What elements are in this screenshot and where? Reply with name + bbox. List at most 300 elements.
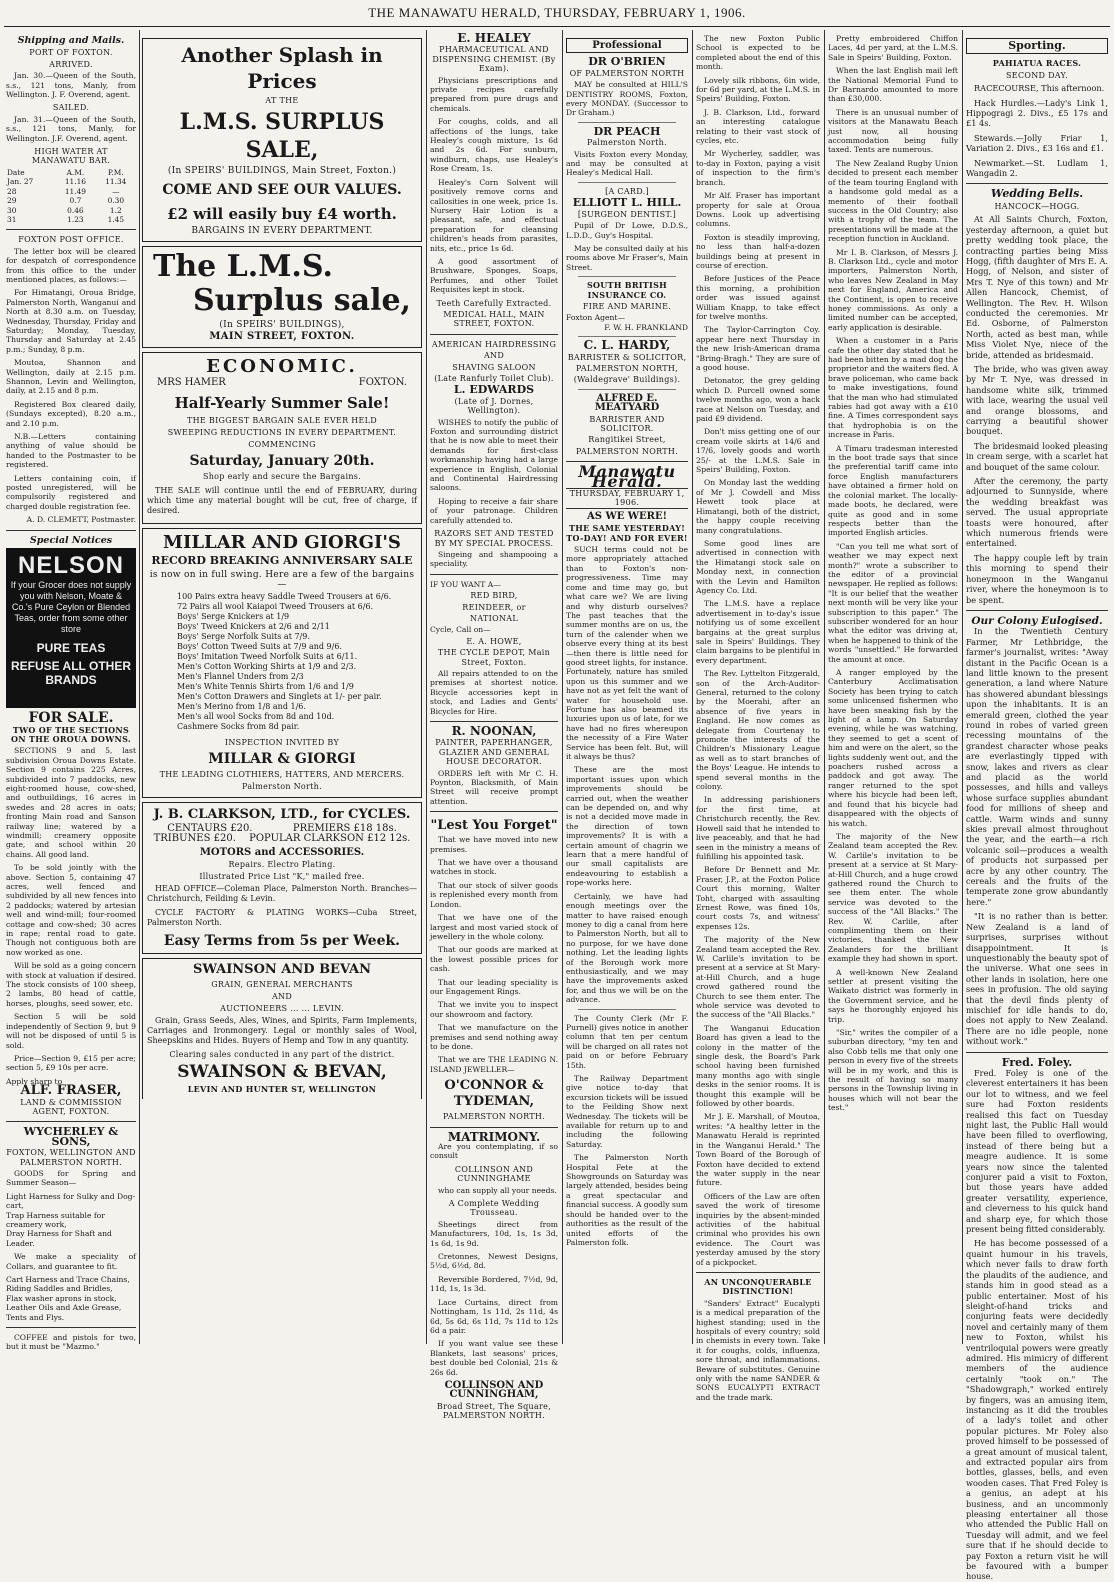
sb-text: Grain, Grass Seeds, Ales, Wines, and Spirits, Farm Implements, Carriages and Ironmongery. Legal or monthly sales of Wool, Sheepskins and Hides. Buyers of Hemp and Tow in any quantity. [147, 1016, 417, 1045]
howe-name: E. A. HOWE, [466, 636, 522, 646]
fraser-name: ALF. FRASER, [20, 1083, 122, 1099]
table-cell: 0.7 [69, 196, 82, 206]
howe-want: IF YOU WANT A— [430, 579, 501, 589]
lms-location: (In SPEIRS' BUILDINGS, Main Street, Foxton.) [167, 166, 397, 176]
hardy-building: (Waldegrave' Buildings). [573, 375, 681, 385]
news-item: A well-known New Zealand settler at present visiting the Waikato district was formerly in the Government service, and he says he thoroughly enjoyed his trip. [828, 967, 958, 1024]
oconnor-town: PALMERSTON NORTH. [442, 1112, 546, 1122]
divider [578, 182, 676, 183]
table-header: Date [7, 167, 25, 177]
lms-bargains: BARGAINS IN EVERY DEPARTMENT. [191, 226, 373, 236]
healey-text: Healey's Corn Solvent will positively remove corns and callosities in one week, price 1s. Nursery Hair Lotion is a pleasant, safe, and effectual preparation for cleansing children's heads from parasites, nits, etc., price 1s 6d. [430, 177, 558, 253]
peach-text: Visits Foxton every Monday, and may be consulted at Healey's Medical Hall. [566, 149, 688, 178]
professional-heading: Professional [566, 38, 688, 53]
news-item: In addressing parishioners for the first time, at Christchurch recently, the Rev. Howell said that he intended to live peaceably, and that he had seen in the ministry a means of fulfilling his appointed task. [696, 795, 820, 861]
table-cell: 31 [7, 214, 17, 224]
column-divider [139, 30, 140, 1344]
news-item: J. B. Clarkson, Ltd., forward an interesting catalogue relating to their vast stock of cycles, etc. [696, 107, 820, 146]
list-item: Boys' Tweed Knickers at 2/6 and 2/11 [177, 622, 330, 631]
news-item: Mr I. B. Clarkson, of Messrs J. B. Clarkson Ltd., cycle and motor importers, Palmerston North, who leaves New Zealand in May next for England, America and the Continent, is open to receive honey commissions. As only a limited number can be accepted, early application is desirable. [828, 247, 958, 332]
lest-you-forget-title: "Lest You Forget" [430, 818, 558, 834]
post-text: For Himatangi, Oroua Bridge, Palmerston North, Wanganui and North at 8.30 a.m. on Tuesday, Wednesday, Thursday, Friday and Saturday; Monday, Tuesday, Thursday and Saturday at 2.45 p.m.; Sunday, 8 p.m. [6, 288, 136, 354]
list-item: 72 Pairs all wool Kaiapoi Tweed Trousers at 6/6. [177, 602, 374, 611]
colony-heading: Our Colony Eulogised. [971, 614, 1103, 627]
colony-text: In the Twentieth Century Farmer, Mr Lethbridge, the farmer's journalist, writes: "Away distant in the Pacific Ocean is a land little known to the present generation, a land where Nature has showered abundant blessings upon the inhabitants. It is an emerald green, clothed the year round in robes of varied green recessing mountains of the grandest character whose peaks are everlastingly tipped with snow, lakes and rivers as clear and placid as the world possesses, and hills and valleys whose surface supplies abundant food for millions of sheep and cattle. Warm winds and sunny skies prevail almost throughout the year, and the earth—a rich volcanic soil—produces a wealth of products not surpassed per acre by any other country. The cereals and the fruits of the temperate zone grow abundantly here." [966, 626, 1108, 907]
column-divider [562, 30, 563, 1344]
mg-title: MILLAR AND GIORGI'S [163, 532, 401, 553]
news-item: A ranger employed by the Canterbury Acclimatisation Society has been trying to catch some unlicensed fishermen who have been sneaking fish by the light of a lamp. On Saturday evening, while he was watching, they seemed to get a scent of him and were on the alert, so the lights suddenly went out, and the poachers rushed across a paddock and got away. The ranger returned to the spot where his bicycle had been left, and found that his bicycle had disappeared with the objects of his watch. [828, 668, 958, 828]
divider [578, 122, 676, 123]
hardy-sub: BARRISTER & SOLICITOR, [567, 352, 687, 362]
healey-text: A good assortment of Brushware, Sponges, Soaps, Perfumes, and other Toilet Requisites kept in stock. [430, 256, 558, 295]
lms-advert-2 [142, 246, 422, 348]
jb-cycle-factory: CYCLE FACTORY & PLATING WORKS—Cuba Street, Palmerston North. [147, 908, 417, 927]
edwards-name: L. EDWARDS [453, 383, 535, 397]
shipping-heading: Shipping and Mails. [17, 35, 125, 46]
column-divider [962, 30, 963, 1344]
jb-terms: Easy Terms from 5s per Week. [163, 933, 401, 949]
sb-and: AND [271, 992, 293, 1001]
wycherley-name: WYCHERLEY & SONS, [23, 1125, 119, 1148]
sb-title: SWAINSON AND BEVAN [192, 962, 372, 977]
news-item: Don't miss getting one of our cream voile skirts at 14/6 and 17/6, lovely goods and worth 25/- at the L.M.S. Sale in Speirs' Building, Foxton. [696, 427, 820, 475]
news-item: The Wanganui Education Board has given a lead to the colony in the matter of the single desk, the Board's Park school having been furnished many months ago with single desks in the senior rooms. It is thought this example will be followed by other boards. [696, 1023, 820, 1109]
mg-invite: INSPECTION INVITED BY [224, 738, 340, 747]
news-item: There is an unusual number of visitors at the Manawatu Beach just now, all housing accommodation being fully taxed. Tents are numerous. [828, 107, 958, 155]
news-item: The Rev. Lyttelton Fitzgerald, son of the Arch-Auditor-General, returned to the colony by the Moerahi, after an absence of five years in England. He now comes as delegate from Courtenay to promote the interests of the Children's Missionary League as well as to start branches of the Boys' League. He intends to spend several months in the colony. [696, 669, 820, 792]
list-item: Riding Saddles and Bridles, [6, 1284, 113, 1294]
list-item: That we manufacture on the premises and send nothing away to be done. [430, 1023, 558, 1051]
divider [6, 530, 136, 531]
news-item: "Sir," writes the compiler of a suburban directory, "my ten and also Cobb tells me that only one person in every five of the streets will be in my work, and this is the result of having so many persons in the Township living in houses which will not bear the test." [828, 1028, 958, 1113]
lms2-location: (In SPEIRS' BUILDINGS), [219, 320, 345, 330]
for-sale-subheading: TWO OF THE SECTIONS ON THE OROUA DOWNS. [11, 724, 131, 744]
table-cell: 11.34 [105, 177, 127, 187]
news-item: "Can you tell me what sort of weather we may expect next month?" wrote a subscriber to the editor of a provincial newspaper. He replied as follows: "It is our belief that the weather next month will be very like your subscription to this paper." The subscriber wondered for an hour what the editor was driving at, when he happened to think of the words "unsettled." He forwarded the amount at once. [828, 541, 958, 664]
news-item: A Timaru tradesman interested in the boot trade says that since the preferential tariff came into force English manufacturers have obtained a firmer hold on the colonial market. The locally-made boots, he declared, were quite as good and in some respects better than the imported English articles. [828, 443, 958, 538]
table-cell: 1.2 [109, 205, 122, 215]
edwards-singeing: Singeing and shampooing a speciality. [430, 549, 558, 569]
for-sale-text: Will be sold as a going concern with stock at valuation if desired. The stock consists of 100 sheep, 2 lambs, 80 head of cattle, horses, ploughs, seed sower, etc. [6, 961, 136, 1008]
news-item: The L.M.S. have a replace advertisement in to-day's issue notifying us of some excellent bargains at the great surplus sale in Speirs' Buildings. They claim bargains to be plentiful in every department. [696, 599, 820, 665]
list-item: 100 Pairs extra heavy Saddle Tweed Trousers at 6/6. [177, 592, 392, 601]
table-row [6, 215, 136, 224]
mg-subtitle: RECORD BREAKING ANNIVERSARY SALE [151, 554, 413, 567]
hill-text: May be consulted daily at his rooms above Mr Fraser's, Main Street. [566, 243, 688, 272]
economic-line [147, 378, 417, 388]
edwards-text: Hoping to receive a fair share of your patronage. Children carefully attended to. [430, 496, 558, 525]
meatyard-town: PALMERSTON NORTH. [575, 446, 679, 456]
lms-worth: £2 will easily buy £4 worth. [167, 205, 397, 223]
table-row [6, 206, 136, 215]
list-item: Boys' Serge Knickers at 1/9 [177, 612, 290, 621]
herald-nameplate: Manawatu Herald. [578, 462, 676, 491]
list-item: Leather Oils and Axle Grease, [6, 1303, 122, 1313]
jb-head-office: HEAD OFFICE—Coleman Place, Palmerston North. Branches—Christchurch, Feilding & Levin. [147, 884, 417, 903]
collinson-address: Broad Street, The Square, PALMERSTON NORTH. [436, 1401, 552, 1421]
column-1 [6, 34, 136, 1352]
list-item: Men's Cotton Working Shirts at 1/9 and 2/3. [177, 662, 357, 671]
table-header: P.M. [107, 167, 124, 177]
list-item: Sheetings direct from Manufacturers, 10d, 1s, 1s 3d, 1s 6d, 1s 9d. [430, 1219, 558, 1248]
table-cell: 30 [7, 205, 17, 215]
howe-cycle: Cycle, Call on— [430, 625, 491, 635]
table-cell: 29 [7, 196, 17, 206]
sb-clearing: Clearing sales conducted in any part of the district. [169, 1050, 395, 1059]
collinson-name: COLLINSON AND CUNNINGHAM, [444, 1379, 544, 1401]
divider [578, 276, 676, 277]
edwards-late: (Late Ranfurly Toilet Club). [434, 374, 554, 383]
healey-sub: PHARMACEUTICAL AND DISPENSING CHEMIST. (By Exam). [432, 45, 556, 74]
races-text: RACECOURSE, This afternoon. [974, 83, 1105, 94]
column-divider [824, 30, 825, 1344]
economic-town: FOXTON. [358, 377, 407, 388]
economic-shop: Shop early and secure the Bargains. [202, 472, 362, 481]
lms2-sale: Surplus sale, [192, 283, 411, 318]
column-4 [566, 34, 688, 1342]
obrien-town: OF PALMERSTON NORTH [569, 68, 685, 78]
wycherley-text: We make a speciality of Collars, and guarantee to fit. [6, 1252, 136, 1271]
news-item: The majority of the New Zealand team accepted the Rev. W. Carlile's invitation to be present at a service at St Mary-at-Hill Church, and a huge crowd gathered round the Church to see them enter. The whole service was devoted to the success of the "All Blacks." [696, 935, 820, 1020]
economic-title: ECONOMIC. [206, 356, 358, 377]
wedding-heading: Wedding Bells. [990, 187, 1084, 201]
table-cell: Jan. 27 [7, 177, 34, 187]
wedding-text: At All Saints Church, Foxton, yesterday afternoon, a quiet but pretty wedding took place, the contracting parties being Miss Hogg, (fifth daughter of Mrs E. A. Hogg, of Nelson, and sister of Mrs T. Nye of this town) and Mr Allen Hancock, Chemist, of Wellington. The Rev. H. Wilson conducted the ceremonies. Mr Ed. Osborne, of Palmerston North, acted as best man, while Miss Violet Nye, niece of the bride, attended as bridesmaid. [966, 214, 1108, 360]
edwards-late2: (Late of J. Dornes, Wellington). [454, 396, 534, 416]
hill-name: ELLIOTT L. HILL. [572, 196, 682, 210]
divider [578, 336, 676, 337]
wedding-text: The bridesmaid looked pleasing in cream serge, with a scarlet hat and bouquet of the same colour. [966, 440, 1108, 472]
table-cell: 28 [7, 186, 17, 196]
news-item: Mr Alf. Fraser has important property for sale at Oroua Downs. Look up advertising columns. [696, 191, 820, 229]
table-row [6, 187, 136, 196]
column-6 [828, 34, 958, 1342]
apply-label: Apply sharp to [6, 1076, 63, 1086]
noonan-sub: PAINTER, PAPERHANGER, GLAZIER AND GENERAL HOUSE DECORATOR. [435, 738, 553, 767]
oconnor-name: O'CONNOR & TYDEMAN, [444, 1078, 544, 1110]
high-water-table [6, 168, 136, 224]
for-sale-text: SECTIONS 9 and 5, last subdivision Oroua Downs Estate. Section 9 contains 225 Acres, subdivided into 7 paddocks, new eight-roomed house, cow-shed, and outbuildings, 16 acres in swedes and 28 acres in oats; fronting Main road and Sanson railway line; watered by a windmill; creamery opposite gate, and school within 20 chains. All good land. [6, 746, 136, 859]
healey-text: For coughs, colds, and all affections of the lungs, take Healey's cough mixture, 1s 6d and 2s 6d. For sunburn, windburn, chaps, use Healey's Rose Cream, 1s. [430, 117, 558, 174]
divider [430, 1127, 558, 1128]
divider [430, 721, 558, 722]
nelson-brand: NELSON [17, 552, 124, 580]
column-divider [692, 30, 693, 1344]
news-item: On Monday last the wedding of Mr J. Cowdell and Miss Hewett took place at Himatangi, both of the district, the happy couple receiving many congratulations. [696, 478, 820, 535]
list-item: Reversible Bordered, 7½d, 9d, 11d, 1s, 1s 3d. [430, 1274, 558, 1294]
races-day: SECOND DAY. [1006, 70, 1068, 80]
lms-sale-title: L.M.S. SURPLUS SALE, [179, 109, 385, 163]
news-item: The Taylor-Carrington Coy. appear here next Thursday in the new Irish-American drama "Bring-Bragh." They are sure of a good house. [696, 325, 820, 372]
matrimony-firm: COLLINSON AND CUNNINGHAME [454, 1164, 534, 1184]
mg-now: is now on in full swing. Here are a few of the bargains— [149, 570, 415, 590]
matrimony-title: MATRIMONY. [447, 1129, 541, 1144]
wycherley-text: GOODS for Spring and Summer Season— [6, 1168, 136, 1188]
wycherley-sub: FOXTON, WELLINGTON AND PALMERSTON NORTH. [6, 1148, 136, 1167]
matrimony-text: who can supply all your needs. [438, 1185, 557, 1195]
sb-grain: GRAIN, GENERAL MERCHANTS [211, 980, 353, 989]
matrimony-trousseau: A Complete Wedding Trousseau. [448, 1199, 540, 1218]
for-sale-heading: FOR SALE. [28, 710, 114, 727]
sbi-agent-label: Foxton Agent— [566, 313, 626, 323]
foley-heading: Fred. Foley. [1001, 1055, 1073, 1069]
edwards-text: WISHES to notify the public of Foxton and surrounding district that he is now able to meet their demands for first-class workmanship having had a large experience in English, Colonial and Continental Hairdressing saloons. [430, 417, 558, 493]
article-subtitle: THE SAME YESTERDAY! TO-DAY! AND FOR EVER! [566, 523, 688, 543]
list-item: Lace Curtains, direct from Nottingham, 1s 11d, 2s 11d, 4s 6d, 5s 6d, 6s 11d, 7s 11d to 12s 6d a pair. [430, 1297, 558, 1335]
mg-bargain-list [147, 592, 417, 732]
hill-text: Pupil of Dr Lowe, D.D.S., L.D.D., Guy's Hospital. [566, 221, 688, 240]
divider [6, 1121, 136, 1122]
list-item: REINDEER, or [462, 602, 526, 612]
jb-title: J. B. CLARKSON, LTD., for CYCLES. [153, 807, 411, 822]
mg-tag: THE LEADING CLOTHIERS, HATTERS, AND MERCERS. [159, 770, 405, 779]
edwards-razors: RAZORS SET AND TESTED BY MY SPECIAL PROCESS. [434, 529, 554, 548]
divider [966, 1052, 1108, 1053]
news-item: The majority of the New Zealand team accepted the Rev. W. Carlile's invitation to be present at a service at St Mary-at-Hill Church, and a huge crowd gathered round the Church to see them enter. The whole service was devoted to the success of the "All Blacks." The Rev. W. Carlile, after complimenting them on their victories, thanked the New Zealanders for the brilliant example they had shown in sport. [828, 831, 958, 964]
divider [696, 1272, 820, 1273]
lms2-the: The L.M.S. [153, 249, 333, 284]
eucalypti-text: "Sanders' Extract" Eucalypti is a medical preparation of the highest standing; used in the hospitals of every country; sold in chemists in every town. Take it for coughs, colds, influenza, sore throat, and inflammations. Beware of substitutes. Genuine only with the name SANDER & SONS EUCALYPTI EXTRACT and the trade mark. [696, 1298, 820, 1402]
jb-repairs: Repairs. Electro Plating. [228, 860, 336, 869]
list-item: Tents and Flys. [6, 1312, 65, 1322]
healey-hall: MEDICAL HALL, MAIN STREET, FOXTON. [443, 309, 545, 329]
list-item: NATIONAL [470, 613, 518, 623]
sporting-heading: Sporting. [966, 38, 1108, 54]
sailed-label: SAILED. [52, 103, 90, 113]
divider [966, 610, 1108, 611]
herald-date: THURSDAY, FEBRUARY 1, 1906. [566, 488, 688, 509]
divider [430, 811, 558, 812]
economic-advert [142, 352, 422, 524]
jb-row [147, 834, 417, 844]
nelson-tea-advert [6, 548, 136, 708]
list-item: Men's Cotton Drawers and Singlets at 1/- per pair. [177, 692, 382, 701]
wedding-text: The bride, who was given away by Mr T. Nye, was dressed in handsome white silk, trimmed with lace, wearing the usual veil and orange blossoms, and carrying a beautiful shower bouquet. [966, 363, 1108, 437]
jb-price-list: Illustrated Price List "K," mailed free. [199, 872, 365, 881]
clarkson-advert [142, 802, 422, 954]
list-item: Boys' Cotton Tweed Suits at 7/9 and 9/6. [177, 642, 342, 651]
table-cell: 11.16 [64, 177, 86, 187]
foley-text: Fred. Foley is one of the cleverest entertainers it has been our lot to witness, and we feel sure had Foxton residents realised this fact on Tuesday night last, the Public Hall would have been filled to overflowing, instead of there being but a meagre audience. It is some years now since the talented conjurer paid a visit to Foxton, but those years have added greater versatility, experience, and cleverness to his quick hand and sharp eye, for which those present being fitted considerably. [966, 1067, 1108, 1235]
noonan-title: R. NOONAN, [451, 724, 537, 738]
healey-text: Physicians prescriptions and private recipes carefully prepared from pure drugs and chemicals. [430, 75, 558, 113]
arrived-text: Jan. 30.—Queen of the South, s.s., 121 tons, Manly, from Wellington. J. F. Overend, agent. [6, 71, 136, 100]
colony-text: "It is no rather than is better. New Zealand is a land of surprises, surprises without disappointment. It is unquestionably the beauty spot of the universe. What one sees in other lands in isolation, here one sees in profusion. The old saying that the devil finds plenty of mischief for idle hands to do, does not apply to New Zealand. There are no idle people, none without work." [966, 911, 1108, 1047]
peach-town: Palmerston North. [587, 138, 667, 148]
economic-owner: MRS HAMER [157, 377, 226, 388]
meatyard-name: ALFRED E. MEATYARD [594, 392, 660, 414]
news-item: Before Justices of the Peace this morning, a prohibition order was issued against William Knapp, to take effect for twelve months. [696, 274, 820, 321]
jb-tribunes: TRIBUNES £20. [153, 833, 236, 844]
mg-name: MILLAR & GIORGI [208, 751, 356, 767]
post-text: N.B.—Letters containing anything of value should be handed to the Postmaster to be registered. [6, 432, 136, 470]
sailed-text: Jan. 31.—Queen of the South, s.s., 121 tons, Manly, for Wellington. J.F. Overend, agent. [6, 114, 136, 143]
table-cell: 1.23 [67, 214, 84, 224]
races-text: Stewards.—Jolly Friar 1, Variation 2. Divs., £3 16s and £1. [966, 132, 1108, 154]
list-item: That our stock of silver goods is replenished every month from London. [430, 880, 558, 909]
table-header: A.M. [66, 167, 85, 177]
list-item: If you want value see these Blankets, last seasons' prices, best double bed Colonial, 21s & 26s 6d. [430, 1339, 558, 1377]
obrien-name: DR O'BRIEN [588, 55, 666, 69]
post-text: Letters containing coin, if posted unregistered, will be compulsorily registered and charged double registration fee. [6, 473, 136, 511]
hardy-name: C. L. HARDY, [583, 338, 671, 353]
races-title: PAHIATUA RACES. [992, 58, 1082, 69]
list-item: That we invite you to inspect our showroom and factory. [430, 1000, 558, 1019]
list-item: That our goods are marked at the lowest possible prices for cash. [430, 945, 558, 974]
economic-commencing: COMMENCING [248, 440, 316, 449]
list-item: Men's all wool Socks from 8d and 10d. [177, 712, 335, 721]
economic-date: Saturday, January 20th. [189, 453, 375, 469]
table-row [6, 177, 136, 186]
howe-text: All repairs attended to on the premises at shortest notice. Bicycle accessories kept in stock, and Ladies and Gents' Bicycles for Hire. [430, 668, 558, 716]
healey-title: E. HEALEY [457, 31, 531, 45]
edwards-title: AMERICAN HAIRDRESSING [431, 339, 557, 349]
list-item: Trap Harness suitable for creamery work, [6, 1210, 105, 1229]
hardy-town: PALMERSTON NORTH, [575, 363, 679, 373]
table-cell: — [112, 186, 120, 196]
meatyard-building: Rangitikei Street, [588, 435, 666, 445]
sb-big-name: SWAINSON & BEVAN, [177, 1062, 387, 1082]
list-item: Dray Harness for Shaft and Leader. [6, 1229, 112, 1248]
sbi-agent-name: F. W. H. FRANKLAND [604, 322, 688, 332]
table-cell: 1.45 [107, 214, 125, 224]
matrimony-text: Are you contemplating, if so consult [430, 1142, 558, 1161]
masthead-rule [4, 26, 1110, 27]
list-item: That we have one of the largest and most varied stock of jewellery in the whole colony. [430, 913, 558, 941]
list-item: Boys' Serge Norfolk Suits at 7/9. [177, 632, 310, 641]
noonan-text: ORDERS left with Mr C. H. Poynton, Blacksmith, of Main Street will receive prompt attention. [430, 768, 558, 806]
list-item: That we have moved into new premises. [430, 835, 558, 854]
news-item: Mr Wycherley, saddler, was to-day in Foxton, paying a visit of inspection to the firm's branch. [696, 149, 820, 187]
column-2 [142, 34, 422, 1342]
news-item: Foxton is steadily improving, no less than half-a-dozen buildings being at present in course of erection. [696, 232, 820, 270]
list-item: Men's Flannel Unders from 2/3 [177, 672, 304, 681]
lms-at: AT THE [265, 96, 299, 105]
economic-sweeping: SWEEPING REDUCTIONS IN EVERY DEPARTMENT. [167, 428, 397, 437]
list-item: Flax washer aprons in stock, [6, 1293, 117, 1303]
table-cell: 11.49 [64, 186, 86, 196]
sb-auctioneers: AUCTIONEERS ... ... LEVIN. [220, 1004, 344, 1013]
news-item: The Railway Department give notice to-day that excursion tickets will be issued to the Feilding Show next Wednesday. The tickets will be available for return up to and including the following Saturday. [566, 1074, 688, 1149]
list-item: Cretonnes, Newest Designs, 5½d, 6½d, 8d. [430, 1252, 558, 1271]
sb-address: LEVIN AND HUNTER ST, WELLINGTON [187, 1084, 377, 1094]
for-sale-text: Section 5 will be sold independently of Section 9, but 9 will not be disposed of until 5 is sold. [6, 1012, 136, 1050]
column-3 [430, 31, 558, 1421]
jb-popular: POPULAR CLARKSON £12 12s. [249, 833, 411, 844]
economic-continue: THE SALE will continue until the end of FEBRUARY, during which time any material bought will be cut, free of charge, if desired. [147, 486, 417, 515]
lms-headline: Another Splash in Prices [181, 43, 383, 93]
column-5 [696, 34, 820, 1402]
port-heading: PORT OF FOXTON. [29, 48, 113, 58]
news-item: Detonator, the grey gelding which D. Purcell owned some twelve months ago, won a hack race at Nelson on Tuesday, and paid £9 dividend. [696, 376, 820, 424]
news-item: When the last English mail left the National Memorial Fund to Dr Barnardo amounted to more than £30,000. [828, 66, 958, 104]
divider [578, 1009, 676, 1010]
list-item: That our leading speciality is our Engagement Rings. [430, 977, 558, 996]
news-item: Lovely silk ribbons, 6in wide, for 6d per yard, at the L.M.S. in Speirs' Building, Foxton. [696, 75, 820, 104]
fraser-sub: LAND & COMMISSION AGENT, FOXTON. [20, 1097, 122, 1116]
lms2-street: MAIN STREET, FOXTON. [209, 331, 355, 342]
lms-advert [142, 38, 422, 242]
news-item: When a customer in a Paris cafe the other day stated that he had been bitten by a mad dog the proprietor and the waiters fled. A brave policeman, who came back to make investigations, found that the man who had stimulated rabies had got away with a £10 fine. A Times correspondent says that hydrophobia is on the increase in Paris. [828, 336, 958, 440]
wedding-text: The happy couple left by train this morning to spend their honeymoon in the Wanganui river, where the honeymoon is to be spent. [966, 552, 1108, 605]
list-item: Cashmere Socks from 8d pair. [177, 722, 300, 731]
list-item: RED BIRD, [470, 591, 518, 601]
millar-giorgi-advert [142, 528, 422, 798]
list-item: Men's Merino from 1/8 and 1/6. [177, 702, 306, 711]
races-text: Newmarket.—St. Ludlam 1, Wangadin 2. [966, 157, 1108, 179]
hill-card: [A CARD.] [605, 186, 649, 196]
masthead: THE MANAWATU HERALD, THURSDAY, FEBRUARY 1, 1906. [368, 5, 746, 20]
wedding-text: After the ceremony, the party adjourned to Sunnyside, where the wedding breakfast was served. The usual appropriate toasts were honoured, after which numerous friends were entertained. [966, 476, 1108, 549]
mg-town: Palmerston North. [242, 782, 322, 791]
article-title: AS WE WERE! [587, 510, 667, 522]
postmaster-signature: A. D. CLEMETT, Postmaster. [26, 515, 136, 525]
divider [578, 389, 676, 390]
races-text: Hack Hurdles.—Lady's Link 1, Hippogragi 2. Divs., £5 17s and £1 4s. [966, 97, 1108, 129]
news-item: Officers of the Law are often saved the work of tiresome inquiries by the absent-minded activities of the habitual criminal who provides his own evidence. The Court was yesterday amused by the story of a pickpocket. [696, 1191, 820, 1267]
sbi-title: SOUTH BRITISH INSURANCE CO. [586, 280, 668, 300]
post-text: Registered Box cleared daily, (Sundays excepted), 8.20 a.m., and 2.10 p.m. [6, 399, 136, 428]
for-sale-text: To be sold jointly with the above. Section 5, containing 47 acres, well fenced and subdivided by all new fences into 2 paddocks; watered by artesian well and wind-mill; four-roomed cottage and cow-shed; 30 acres in rape; rental road to gate. Though not contiguous both are now worked as one. [6, 863, 136, 957]
nelson-text: If your Grocer does not supply you with Nelson, Moate & Co.'s Pure Ceylon or Blended Teas, order from some other store [10, 580, 132, 635]
article-text: Certainly, we have had enough meetings over the matter to have raised enough money to dig a canal from here to Palmerston North, but all to no purpose, for we have done nothing. Let the leading lights of the Borough work more enthusiastically, and we may have the improvements asked for, and thus we will be on the advance. [566, 891, 688, 1005]
article-text: SUCH terms could not be more appropriately attached than to Foxton's non-progressiveness. Time may come and time may go, but what care we? We are living and why disturb ourselves? The past teaches that the summer months are on us, the turn of the calender when we observe every thing at its best—then there is little need for good street lights, for instance. Fortunately, nature has smiled upon us this summer and we have not as yet felt the want of water for household use. Fortune has also beamed its luxuries upon us of late, for we have had no fires whereupon the necessity of a Fire Water Service has been felt. But, will it always be thus? [566, 545, 688, 761]
meatyard-sub: BARRISTER AND SOLICITOR. [589, 414, 665, 433]
swainson-bevan-advert [142, 958, 422, 1099]
wedding-sub: HANCOCK—HOGG. [994, 201, 1080, 211]
jb-premiers: PREMIERS £18 18s. [292, 823, 397, 834]
arrived-label: ARRIVED. [49, 59, 93, 69]
list-item: That we are THE LEADING N. ISLAND JEWELLER— [430, 1055, 558, 1074]
news-item: Before Dr Bennett and Mr. Fraser, J.P., at the Foxton Police Court this morning, Walter Toht, charged with assaulting Ernest Rowe, was fined 10s, court costs 7s, and witness' expenses 12s. [696, 865, 820, 931]
high-water-heading: HIGH WATER AT MANAWATU BAR. [31, 147, 111, 166]
jb-motors: MOTORS and ACCESSORIES. [199, 847, 365, 858]
news-item: The Palmerston North Hospital Fete at the Showgrounds on Saturday was largely attended, besides being a great spectacular and financial success. A goodly sum should be handed over to the authorities as the result of the united efforts of the Palmerston folk. [566, 1153, 688, 1247]
jb-centaurs: CENTAURS £20. [167, 823, 253, 834]
post-text: The letter box will be cleared for despatch of correspondence from this office to the under mentioned places, as follows:— [6, 246, 136, 284]
obrien-text: MAY be consulted at HILL'S DENTISTRY ROOMS, Foxton, every MONDAY. (Successor to Dr Graham.) [566, 80, 688, 118]
howe-depot: THE CYCLE DEPOT, Main Street, Foxton. [437, 648, 551, 667]
list-item: Light Harness for Sulky and Dog-cart, [6, 1191, 136, 1211]
divider [6, 1327, 136, 1328]
nelson-refuse: REFUSE ALL OTHER BRANDS [10, 659, 131, 688]
column-7 [966, 34, 1108, 1582]
table-row [6, 196, 136, 205]
table-cell: 0.30 [107, 196, 125, 206]
table-cell: 0.46 [67, 205, 84, 215]
list-item: Boys' Imitation Tweed Norfolk Suits at 6/11. [177, 652, 358, 661]
eucalypti-title: AN UNCONQUERABLE DISTINCTION! [704, 1276, 812, 1297]
special-notices-heading: Special Notices [29, 534, 113, 546]
divider [430, 334, 558, 335]
news-item: Some good lines are advertised in connection with the Himatangi stock sale on Monday next, in connection with the Levin and Hamilton Agency Co. Ltd. [696, 538, 820, 595]
nelson-pure: PURE TEAS [36, 641, 106, 656]
sbi-sub: FIRE AND MARINE. [582, 301, 672, 311]
article-text: These are the most important issues upon which improvements should be carried out, when the weather can be depended on, and why is not a decided move made in the direction of town improvements? It is with a certain amount of chagrin we learn that a mere handful of our small capitalists are endeavouring to establish a rope-works here. [566, 765, 688, 888]
lms-come: COME AND SEE OUR VALUES. [162, 182, 402, 198]
edwards-and: AND [483, 351, 505, 361]
news-item: The new Foxton Public School is expected to be completed about the end of this month. [696, 34, 820, 72]
economic-biggest: THE BIGGEST BARGAIN SALE EVER HELD [187, 416, 377, 425]
divider [6, 229, 136, 230]
news-item: The County Clerk (Mr F. Purnell) gives notice in another column that ten per centum will be charged on all rates not paid on or before February 15th. [566, 1013, 688, 1070]
news-item: Pretty embroidered Chiffon Laces, 4d per yard, at the L.M.S. Sale in Speirs' Building, Foxton. [828, 34, 958, 62]
healey-teeth: Teeth Carefully Extracted. [436, 298, 552, 308]
foley-text: He has become possessed of a quaint humour in his travels, which never fails to draw forth the plaudits of the audience, and stands him in good stead as a public entertainer. Most of his sleight-of-hand tricks and conjuring feats were decidedly novel and certainly many of them new to Foxton, whilst his ventriloquial powers were greatly admired. His mimicry of different members of the audience certainly "took on." The "Shadowgraph," worked entirely by fingers, was an amusing item, instancing as it did the troubles of a lady's toilet and other popular pictures. Mr Foley also proved himself to be possessed of a great amount of musical talent, and extracted popular airs from bottles, glasses, bells, and even wooden cases. That Fred Foley is a genius, an adept at his business, and an uncommonly pleasing entertainer all those who attended the Public Hall on Tuesday will admit, and we feel sure that if he should decide to pay Foxton a return visit he will be favoured with a bumper house. [966, 1238, 1108, 1582]
column-divider [426, 30, 427, 1344]
hill-sub: [SURGEON DENTIST.] [577, 209, 677, 219]
list-item: Men's White Tennis Shirts from 1/6 and 1/9 [177, 682, 354, 691]
